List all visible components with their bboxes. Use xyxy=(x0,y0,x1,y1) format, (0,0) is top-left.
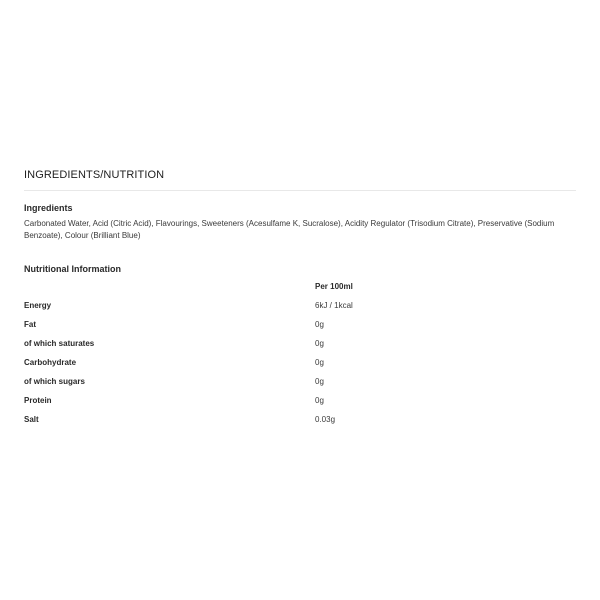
nutrient-value: 0g xyxy=(315,320,324,329)
nutrient-value: 0.03g xyxy=(315,415,336,424)
nutrition-title: Nutritional Information xyxy=(24,264,121,274)
nutrition-row-fat xyxy=(24,320,384,339)
nutrition-row-carbohydrate xyxy=(24,358,384,377)
nutrient-value: 0g xyxy=(315,396,324,405)
nutrient-value: 0g xyxy=(315,358,324,367)
nutrient-name: Salt xyxy=(24,415,39,424)
nutrient-name: of which sugars xyxy=(24,377,85,386)
nutrient-value: 0g xyxy=(315,339,324,348)
nutrient-value: 6kJ / 1kcal xyxy=(315,301,353,310)
per-100ml-header: Per 100ml xyxy=(315,282,353,291)
nutrition-row-protein xyxy=(24,396,384,415)
nutrient-name: of which saturates xyxy=(24,339,95,348)
nutrition-table xyxy=(24,282,384,434)
nutrition-header-row xyxy=(24,282,384,301)
nutrient-name: Protein xyxy=(24,396,52,405)
nutrition-row-sugars xyxy=(24,377,384,396)
ingredients-title: Ingredients xyxy=(24,203,73,213)
nutrition-row-energy xyxy=(24,301,384,320)
nutrition-row-saturates xyxy=(24,339,384,358)
nutrient-value: 0g xyxy=(315,377,324,386)
nutrient-name: Fat xyxy=(24,320,36,329)
nutrient-name: Energy xyxy=(24,301,52,310)
nutrient-name: Carbohydrate xyxy=(24,358,77,367)
section-divider xyxy=(24,190,576,191)
nutrition-row-salt xyxy=(24,415,384,434)
section-heading: INGREDIENTS/NUTRITION xyxy=(24,169,165,181)
ingredients-text: Carbonated Water, Acid (Citric Acid), Flavourings, Sweeteners (Acesulfame K, Sucralose), Acidity Regulator (Trisodium Citrate), Preservative (Sodium Benzoate), Colour (Brilliant Blue) xyxy=(24,219,555,240)
